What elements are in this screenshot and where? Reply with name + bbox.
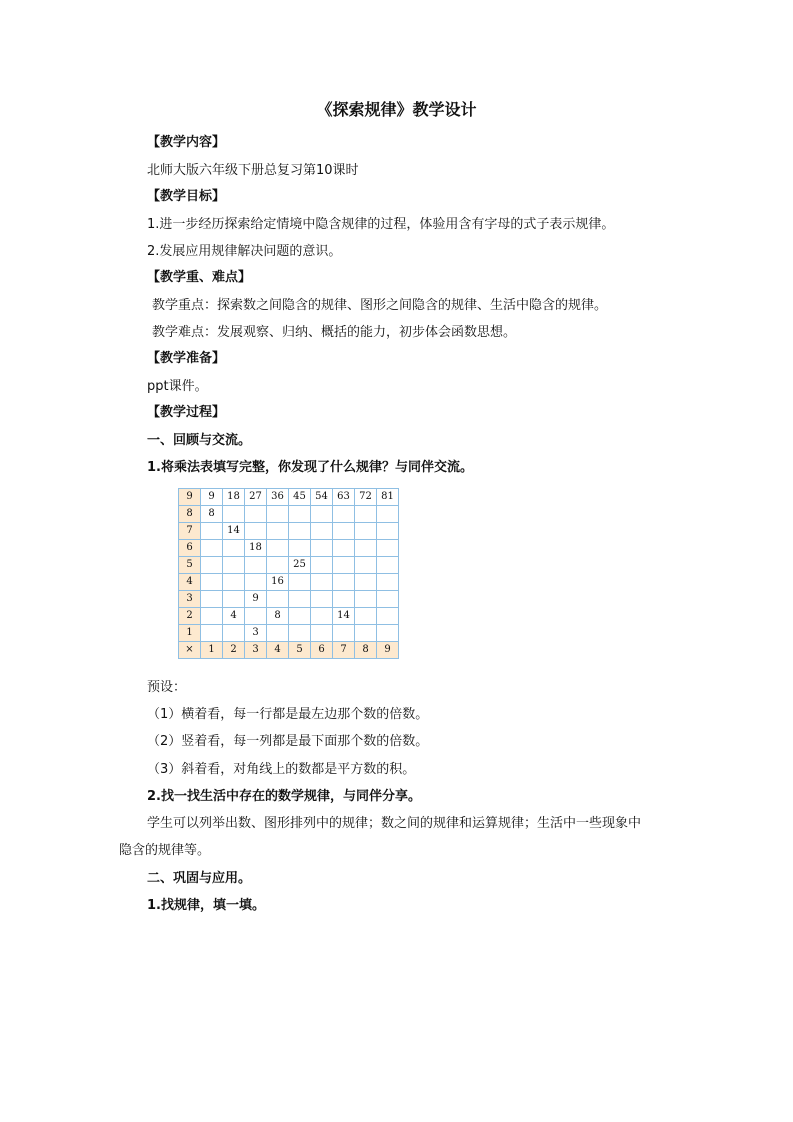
- table-cell: [223, 557, 245, 574]
- table-cell: 18: [223, 489, 245, 506]
- table-row: [179, 625, 399, 642]
- question-1: 1.将乘法表填写完整，你发现了什么规律？与同伴交流。: [147, 460, 473, 475]
- table-column-header: 2: [223, 642, 245, 659]
- table-cell: [311, 557, 333, 574]
- table-cell: 4: [223, 608, 245, 625]
- table-cell: 14: [333, 608, 355, 625]
- table-cell: [377, 523, 399, 540]
- table-cell: [311, 608, 333, 625]
- table-cell: [311, 540, 333, 557]
- table-cell: [289, 608, 311, 625]
- table-cell: [377, 506, 399, 523]
- table-row-header: 3: [179, 591, 201, 608]
- table-column-header: 1: [201, 642, 223, 659]
- table-cell: [289, 625, 311, 642]
- table-cell: [267, 591, 289, 608]
- table-cell: [355, 574, 377, 591]
- table-row-header: 2: [179, 608, 201, 625]
- table-row: [179, 642, 399, 659]
- table-cell: 14: [223, 523, 245, 540]
- table-cell: 54: [311, 489, 333, 506]
- table-row: [179, 540, 399, 557]
- content-heading: 【教学内容】: [147, 135, 226, 150]
- table-column-header: 8: [355, 642, 377, 659]
- table-cell: 16: [267, 574, 289, 591]
- table-cell: [311, 574, 333, 591]
- table-cell: [377, 540, 399, 557]
- table-row-header: 9: [179, 489, 201, 506]
- table-cell: [311, 506, 333, 523]
- table-cell: [245, 523, 267, 540]
- table-cell: [223, 540, 245, 557]
- part-2-heading: 二、巩固与应用。: [147, 871, 252, 886]
- table-cell: [201, 625, 223, 642]
- key-heading: 【教学重、难点】: [147, 270, 252, 285]
- table-column-header: 9: [377, 642, 399, 659]
- document-title: 《探索规律》教学设计: [316, 100, 477, 119]
- table-cell: [201, 608, 223, 625]
- table-cell: 18: [245, 540, 267, 557]
- paragraph-line-1: 学生可以列举出数、图形排列中的规律；数之间的规律和运算规律；生活中一些现象中: [147, 816, 642, 831]
- goals-heading: 【教学目标】: [147, 189, 226, 204]
- table-cell: [333, 574, 355, 591]
- table-cell: [355, 625, 377, 642]
- table-cell: [245, 608, 267, 625]
- preset-1: （1）横着看，每一行都是最左边那个数的倍数。: [147, 707, 429, 722]
- process-heading: 【教学过程】: [147, 405, 226, 420]
- table-cell: [267, 506, 289, 523]
- table-cell: 27: [245, 489, 267, 506]
- prep-text: ppt课件。: [147, 379, 208, 394]
- table-cell: [355, 523, 377, 540]
- table-row: [179, 574, 399, 591]
- table-cell: [267, 540, 289, 557]
- table-cell: [223, 506, 245, 523]
- table-row-header: 7: [179, 523, 201, 540]
- table-cell: [267, 625, 289, 642]
- table-column-header: 5: [289, 642, 311, 659]
- table-cell: 45: [289, 489, 311, 506]
- table-row-header: 4: [179, 574, 201, 591]
- paragraph-line-2: 隐含的规律等。: [119, 843, 211, 858]
- table-cell: [223, 591, 245, 608]
- table-cell: [311, 591, 333, 608]
- table-cell: 25: [289, 557, 311, 574]
- table-cell: [355, 557, 377, 574]
- table-cell: [377, 557, 399, 574]
- table-cell: [201, 523, 223, 540]
- table-row-header: 8: [179, 506, 201, 523]
- table-cell: [201, 591, 223, 608]
- question-2: 2.找一找生活中存在的数学规律，与同伴分享。: [147, 789, 421, 804]
- table-cell: [245, 506, 267, 523]
- table-cell: [289, 540, 311, 557]
- table-cell: [245, 557, 267, 574]
- table-column-header: 3: [245, 642, 267, 659]
- table-cell: 9: [201, 489, 223, 506]
- table-row: [179, 506, 399, 523]
- table-cell: [201, 557, 223, 574]
- table-cell: [355, 591, 377, 608]
- table-cell: [201, 540, 223, 557]
- table-cell: [377, 625, 399, 642]
- table-cell: [355, 540, 377, 557]
- table-cell: 8: [267, 608, 289, 625]
- table-cell: [333, 625, 355, 642]
- preset-label: 预设：: [147, 680, 187, 695]
- multiplication-table: [178, 488, 399, 659]
- table-cell: [311, 625, 333, 642]
- table-cell: [377, 574, 399, 591]
- table-cell: [377, 608, 399, 625]
- prep-heading: 【教学准备】: [147, 351, 226, 366]
- table-column-header: 6: [311, 642, 333, 659]
- part-1-heading: 一、回顾与交流。: [147, 433, 252, 448]
- preset-2: （2）竖着看，每一列都是最下面那个数的倍数。: [147, 734, 429, 749]
- table-row: [179, 608, 399, 625]
- table-cell: [333, 557, 355, 574]
- table-cell: 81: [377, 489, 399, 506]
- preset-3: （3）斜着看，对角线上的数都是平方数的积。: [147, 762, 416, 777]
- question-3: 1.找规律，填一填。: [147, 898, 265, 913]
- table-row: [179, 523, 399, 540]
- table-column-header: 7: [333, 642, 355, 659]
- table-cell: [289, 591, 311, 608]
- table-cell: [223, 574, 245, 591]
- table-cell: [223, 625, 245, 642]
- table-row-header: 5: [179, 557, 201, 574]
- table-cell: [245, 574, 267, 591]
- table-cell: [377, 591, 399, 608]
- difficult-point: 教学难点：发展观察、归纳、概括的能力，初步体会函数思想。: [152, 325, 517, 340]
- table-cell: 72: [355, 489, 377, 506]
- table-cell: [289, 523, 311, 540]
- table-cell: [289, 574, 311, 591]
- table-row-header: 1: [179, 625, 201, 642]
- table-cell: [267, 557, 289, 574]
- table-row: [179, 557, 399, 574]
- table-cell: 9: [245, 591, 267, 608]
- table-cell: [289, 506, 311, 523]
- table-cell: 36: [267, 489, 289, 506]
- goal-1: 1.进一步经历探索给定情境中隐含规律的过程，体验用含有字母的式子表示规律。: [147, 217, 615, 232]
- table-column-header: 4: [267, 642, 289, 659]
- table-cell: 8: [201, 506, 223, 523]
- table-row: [179, 591, 399, 608]
- table-cell: [201, 574, 223, 591]
- table-cell: 63: [333, 489, 355, 506]
- table-row-header: 6: [179, 540, 201, 557]
- content-text: 北师大版六年级下册总复习第10课时: [147, 163, 359, 178]
- table-cell: [311, 523, 333, 540]
- table-cell: [355, 506, 377, 523]
- table-cell: [333, 523, 355, 540]
- table-times-sign: ×: [179, 642, 201, 659]
- table-cell: [267, 523, 289, 540]
- table-row: [179, 489, 399, 506]
- table-cell: [333, 506, 355, 523]
- table-cell: [333, 591, 355, 608]
- table-cell: [355, 608, 377, 625]
- table-cell: 3: [245, 625, 267, 642]
- key-point: 教学重点：探索数之间隐含的规律、图形之间隐含的规律、生活中隐含的规律。: [152, 298, 608, 313]
- table-cell: [333, 540, 355, 557]
- goal-2: 2.发展应用规律解决问题的意识。: [147, 244, 342, 259]
